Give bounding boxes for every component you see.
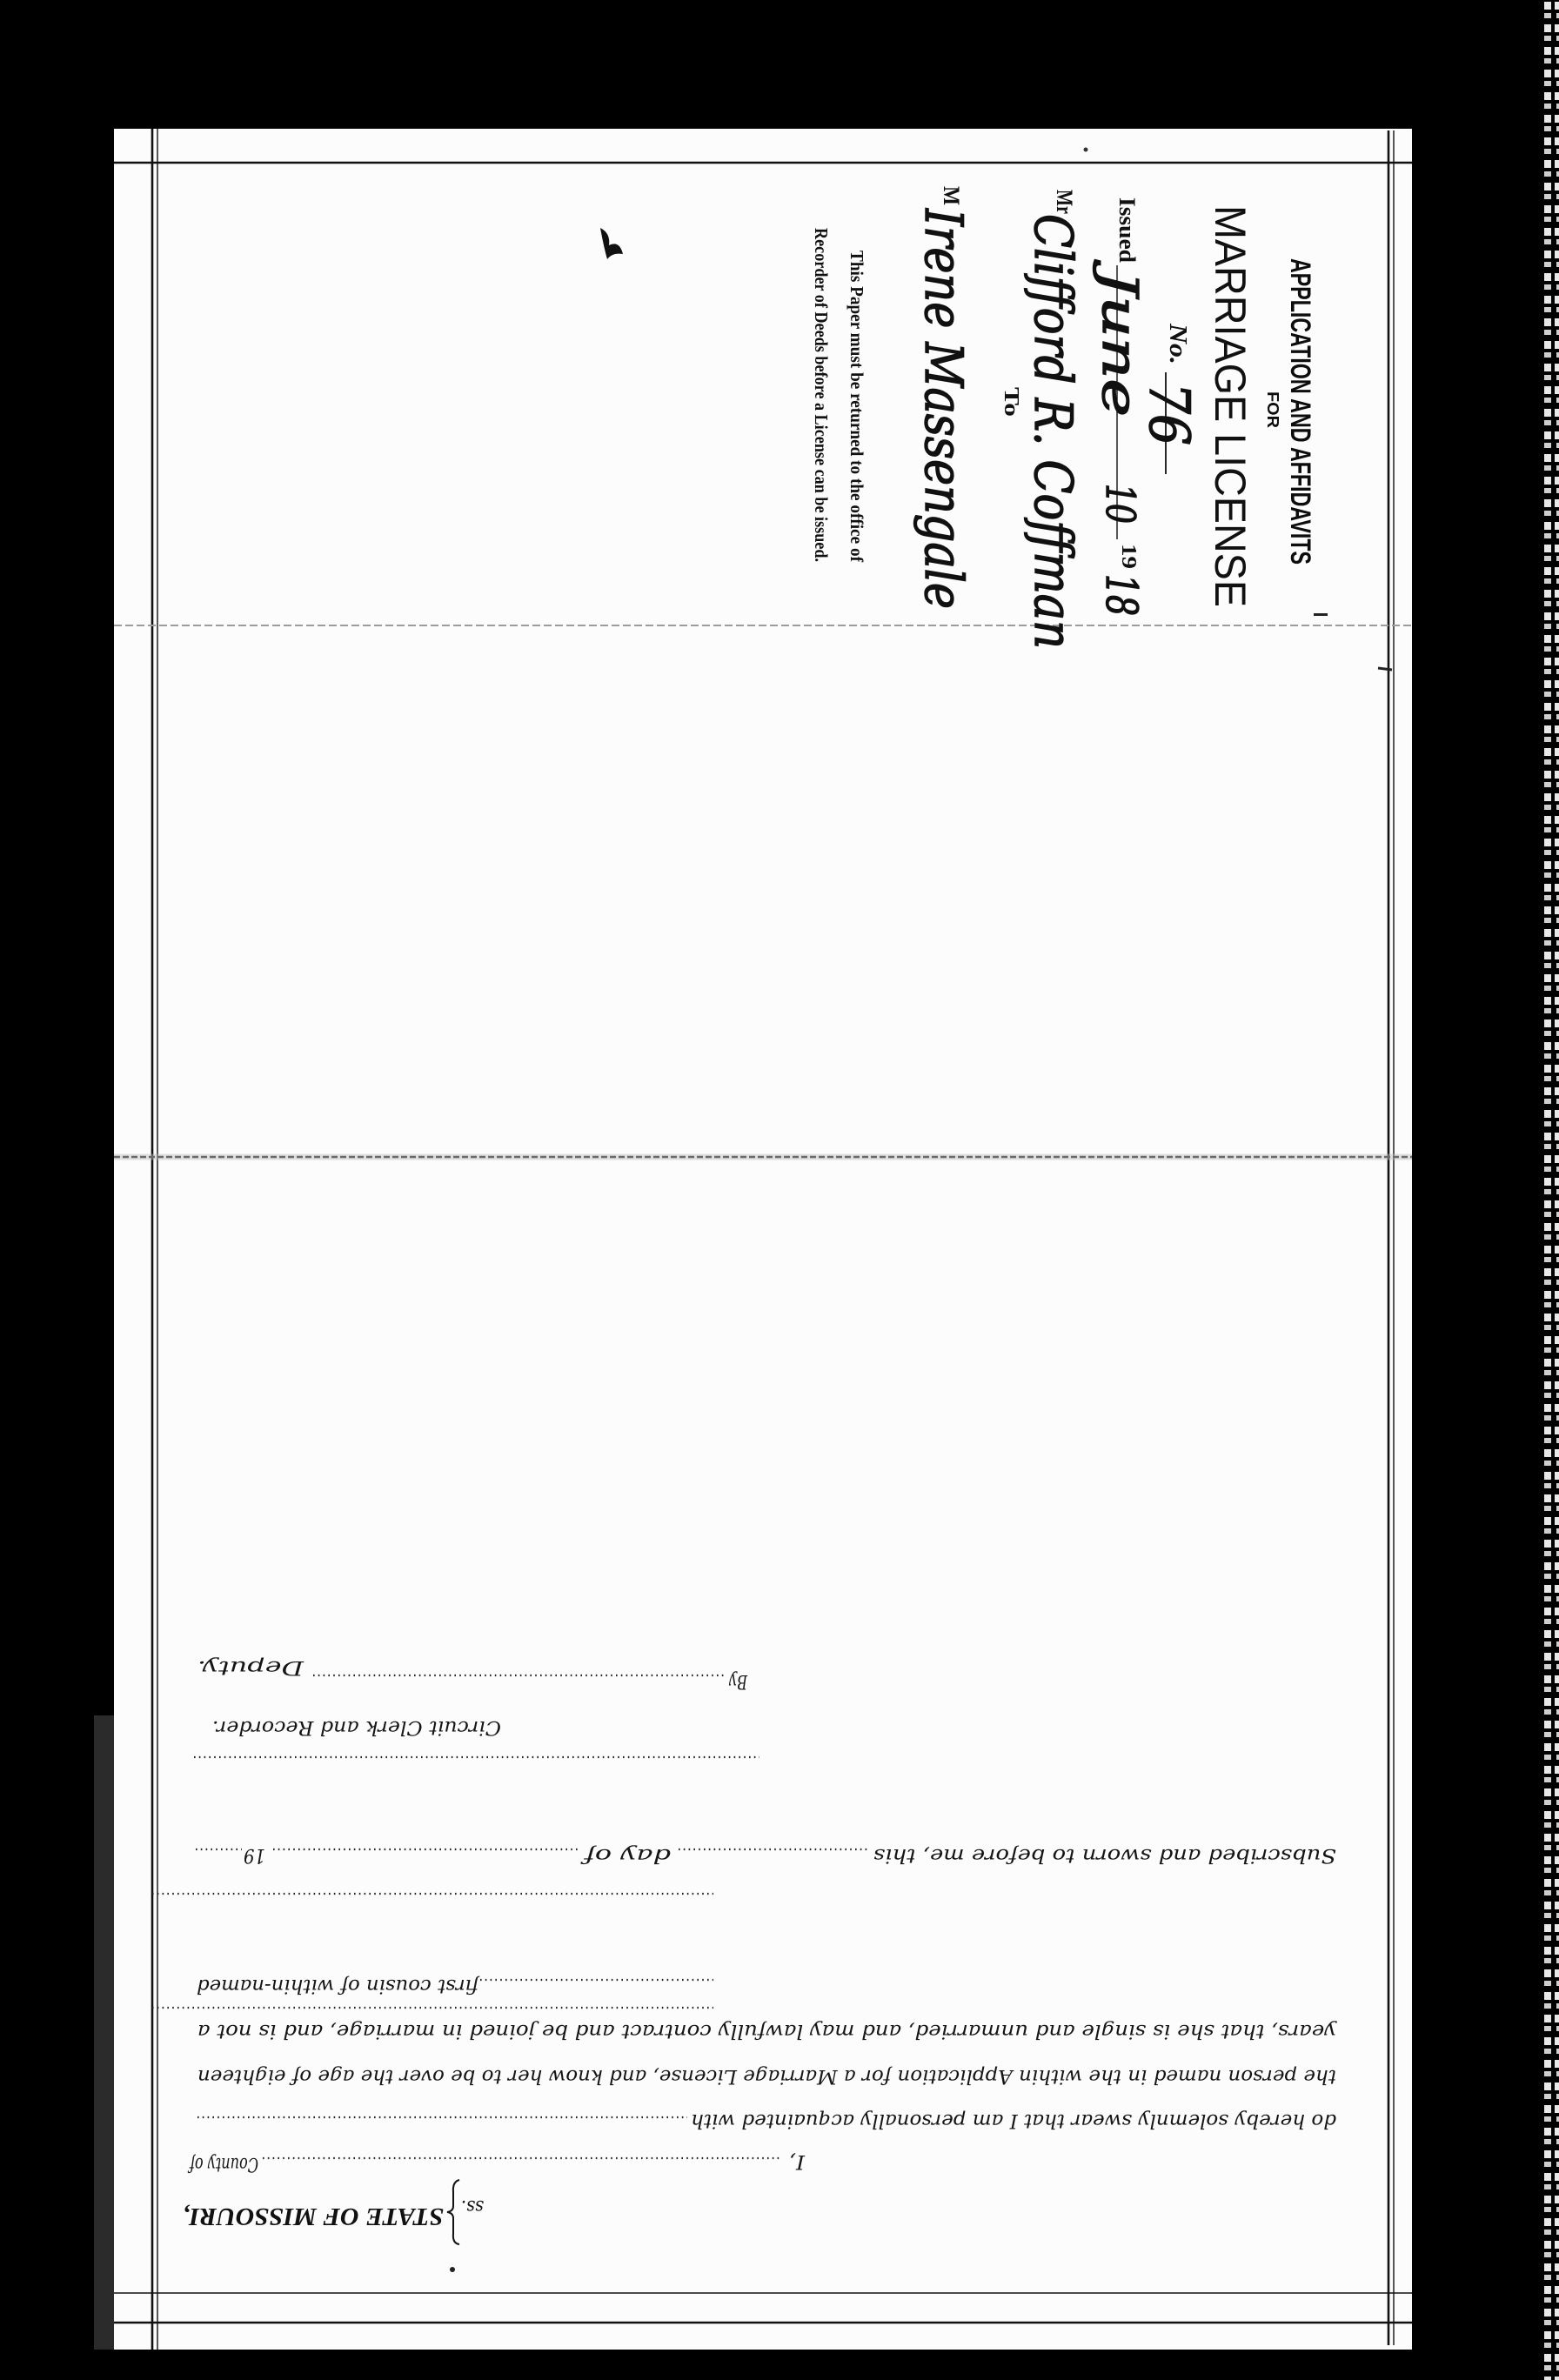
issued-day-handwritten: 10: [1097, 484, 1144, 535]
issued-label: Issued: [1114, 197, 1140, 259]
ink-speck: [1084, 148, 1088, 152]
license-number-value-handwritten: 76: [1136, 383, 1201, 454]
license-number-label: No.: [1164, 324, 1191, 360]
deputy-label: Deputy.: [197, 1656, 305, 1678]
clerk-title: Circuit Clerk and Recorder.: [212, 1716, 501, 1738]
year-label: 19: [244, 1844, 265, 1866]
affiant-label: I,: [789, 2150, 806, 2172]
issued-year-suffix-handwritten: 18: [1096, 574, 1147, 630]
cover-heading-line1: APPLICATION AND AFFIDAVITS: [1285, 258, 1316, 681]
bride-name-handwritten: Irene Massengale: [913, 209, 974, 681]
county-label: County of: [187, 2153, 258, 2175]
ink-speck: [1378, 668, 1392, 670]
ss-label: ss.: [461, 2196, 484, 2217]
affidavit-line3: years, that she is single and unmarried, and may lawfully contract and be joined in marriage, and is not a: [197, 2020, 1338, 2042]
subscribed-label: Subscribed and sworn to before me, this: [873, 1844, 1336, 1866]
state-heading: STATE OF MISSOURI,: [183, 2203, 444, 2230]
by-label: By: [728, 1670, 748, 1692]
day-of-label: day of: [579, 1844, 671, 1866]
return-notice-line2: Recorder of Deeds before a License can be issued.: [811, 228, 832, 615]
groom-name-handwritten: Clifford R. Coffman: [1022, 214, 1083, 726]
affidavit-line1: do hereby solemnly swear that I am personally acquainted with: [691, 2109, 1336, 2131]
cover-heading-for: FOR: [1264, 391, 1281, 425]
issued-month-handwritten: June: [1091, 271, 1148, 382]
issued-year-prefix: 19: [1117, 544, 1140, 565]
bride-prefix: M: [939, 186, 964, 208]
ink-speck: [1314, 613, 1328, 616]
ink-speck: [450, 2267, 455, 2272]
cover-title: MARRIAGE LICENSE: [1206, 205, 1255, 636]
to-label: To: [1000, 387, 1022, 410]
return-notice-line1: This Paper must be returned to the office of: [846, 251, 867, 592]
paper-edge-shadow: [94, 1715, 114, 2350]
affidavit-line2: the person named in the within Application for a Marriage License, and know her to be over the age of eighteen: [197, 2065, 1336, 2087]
affidavit-line4: first cousin of within-named: [197, 1975, 481, 1996]
groom-prefix: Mr: [1052, 190, 1077, 222]
scan-edge-strip: [1544, 0, 1559, 2380]
